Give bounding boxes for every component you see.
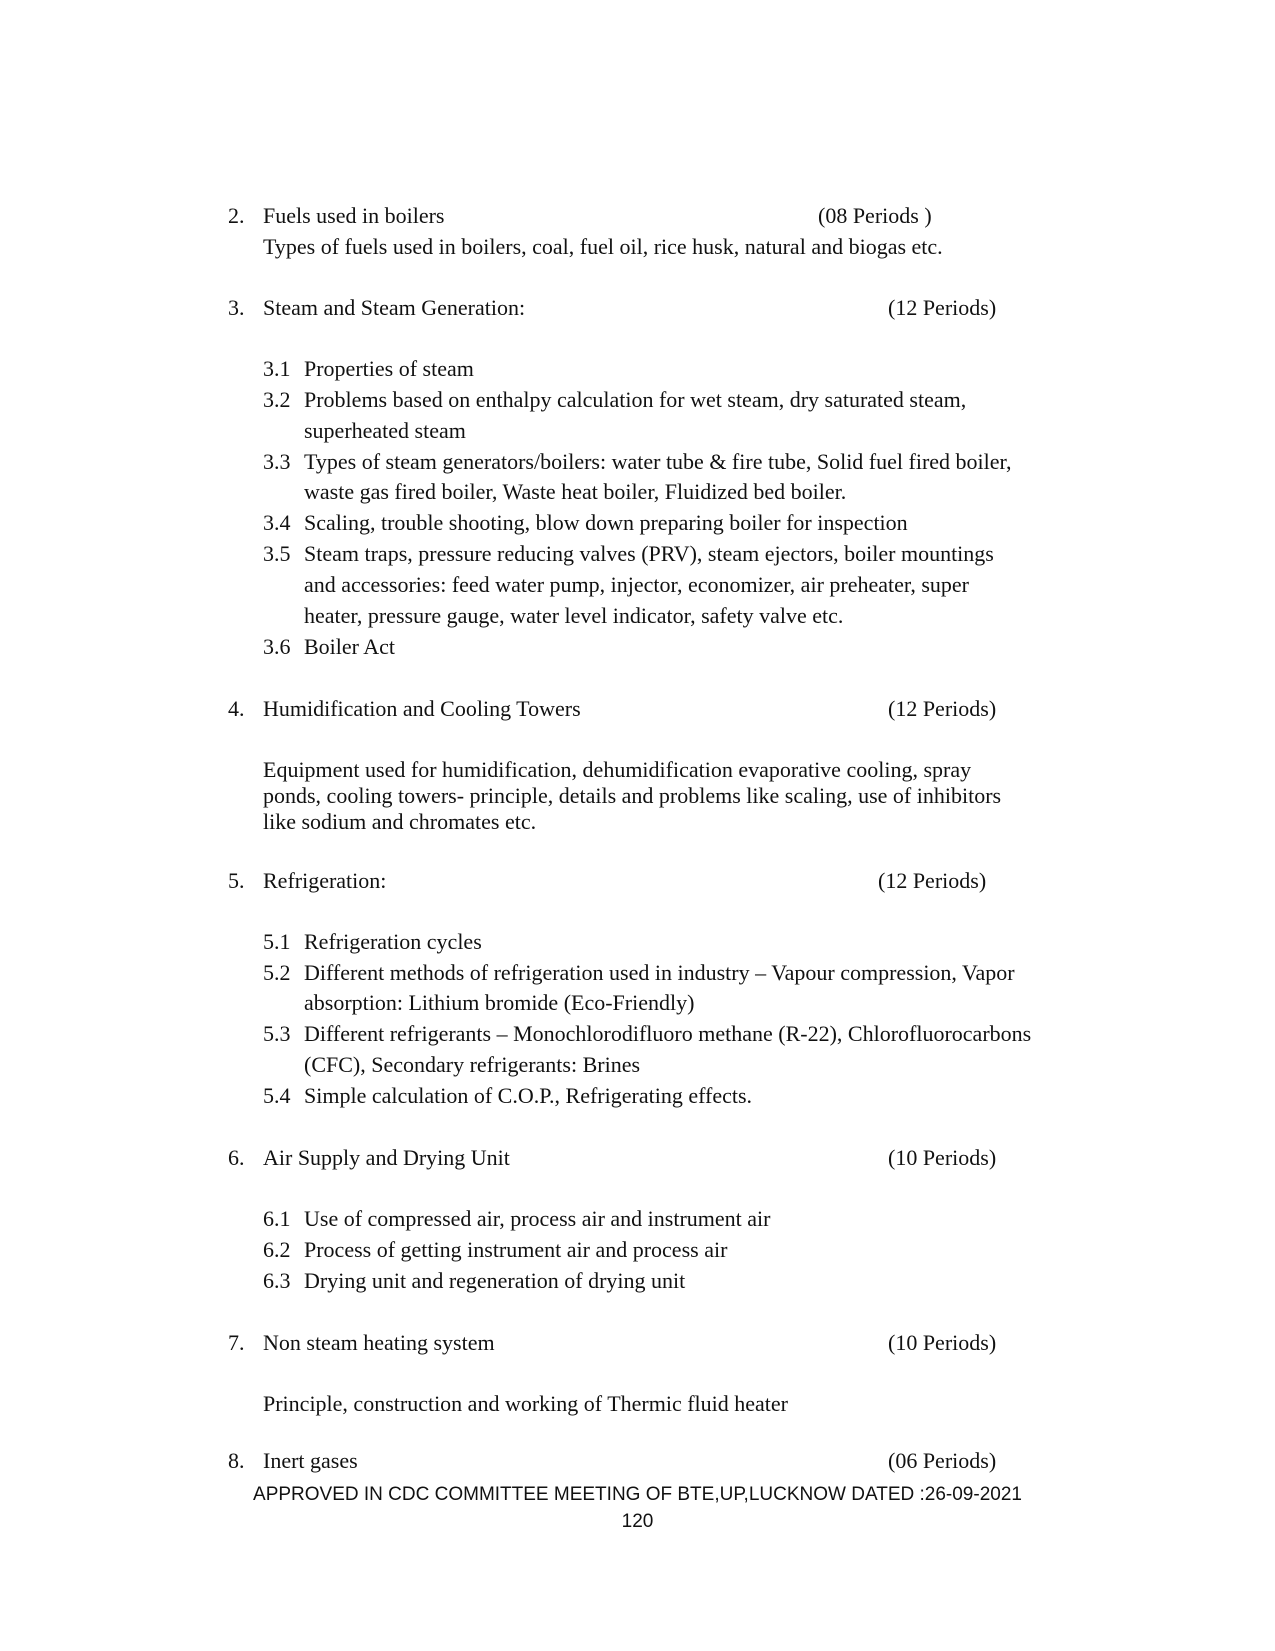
section-title: Non steam heating system: [263, 1330, 495, 1355]
subsection-number: 3.1: [263, 356, 291, 381]
section-title: Humidification and Cooling Towers: [263, 696, 581, 721]
subsection-text: heater, pressure gauge, water level indicator, safety valve etc.: [304, 603, 844, 628]
section-number: 3.: [228, 295, 245, 320]
section-title: Steam and Steam Generation:: [263, 295, 526, 320]
section-periods: (10 Periods): [888, 1145, 997, 1170]
subsection-number: 5.4: [263, 1083, 291, 1108]
subsection-text: Properties of steam: [304, 356, 474, 381]
page-number: 120: [621, 1511, 654, 1532]
section-title: Refrigeration:: [263, 868, 387, 893]
subsection-number: 6.3: [263, 1268, 291, 1293]
subsection-number: 5.2: [263, 960, 291, 985]
section-periods: (12 Periods): [888, 295, 997, 320]
subsection-number: 3.3: [263, 449, 291, 474]
section-number: 2.: [228, 203, 245, 228]
subsection-text: Scaling, trouble shooting, blow down preparing boiler for inspection: [304, 510, 908, 535]
section-number: 7.: [228, 1330, 245, 1355]
section-description-line: like sodium and chromates etc.: [263, 809, 537, 834]
section-number: 6.: [228, 1145, 245, 1170]
section-periods: (06 Periods): [888, 1448, 997, 1473]
subsection-text: Use of compressed air, process air and instrument air: [304, 1206, 771, 1231]
subsection-text: (CFC), Secondary refrigerants: Brines: [304, 1052, 641, 1077]
subsection-text: superheated steam: [304, 418, 466, 443]
subsection-text: Problems based on enthalpy calculation for wet steam, dry saturated steam,: [304, 387, 967, 412]
section-periods: (10 Periods): [888, 1330, 997, 1355]
subsection-text: and accessories: feed water pump, injector, economizer, air preheater, super: [304, 572, 969, 597]
section-description-line: Equipment used for humidification, dehumidification evaporative cooling, spray: [263, 757, 972, 782]
section-periods: (08 Periods ): [818, 203, 932, 228]
subsection-text: absorption: Lithium bromide (Eco-Friendly): [304, 990, 695, 1015]
subsection-text: Refrigeration cycles: [304, 929, 482, 954]
section-number: 5.: [228, 868, 245, 893]
section-description-line: Principle, construction and working of Thermic fluid heater: [263, 1391, 789, 1416]
approval-footer: APPROVED IN CDC COMMITTEE MEETING OF BTE,UP,LUCKNOW DATED :26-09-2021: [253, 1484, 1022, 1505]
subsection-text: Process of getting instrument air and process air: [304, 1237, 728, 1262]
subsection-number: 3.2: [263, 387, 291, 412]
section-title: Fuels used in boilers: [263, 203, 445, 228]
subsection-text: Different methods of refrigeration used in industry – Vapour compression, Vapor: [304, 960, 1015, 985]
subsection-number: 3.6: [263, 634, 291, 659]
subsection-text: Simple calculation of C.O.P., Refrigerating effects.: [304, 1083, 753, 1108]
subsection-number: 3.4: [263, 510, 291, 535]
section-description-line: ponds, cooling towers- principle, details and problems like scaling, use of inhibitors: [263, 783, 1002, 808]
section-periods: (12 Periods): [878, 868, 987, 893]
section-title: Air Supply and Drying Unit: [263, 1145, 510, 1170]
section-number: 8.: [228, 1448, 245, 1473]
subsection-text: Drying unit and regeneration of drying unit: [304, 1268, 686, 1293]
subsection-text: Boiler Act: [304, 634, 396, 659]
section-title: Inert gases: [263, 1448, 358, 1473]
subsection-text: Types of steam generators/boilers: water tube & fire tube, Solid fuel fired boiler,: [304, 449, 1012, 474]
subsection-number: 6.2: [263, 1237, 291, 1262]
section-description-line: Types of fuels used in boilers, coal, fuel oil, rice husk, natural and biogas etc.: [263, 234, 943, 259]
subsection-text: waste gas fired boiler, Waste heat boiler, Fluidized bed boiler.: [304, 479, 847, 504]
subsection-text: Steam traps, pressure reducing valves (PRV), steam ejectors, boiler mountings: [304, 541, 994, 566]
subsection-number: 3.5: [263, 541, 291, 566]
subsection-number: 5.1: [263, 929, 291, 954]
section-number: 4.: [228, 696, 245, 721]
section-periods: (12 Periods): [888, 696, 997, 721]
subsection-number: 5.3: [263, 1021, 291, 1046]
subsection-text: Different refrigerants – Monochlorodifluoro methane (R-22), Chlorofluorocarbons: [304, 1021, 1032, 1046]
subsection-number: 6.1: [263, 1206, 291, 1231]
